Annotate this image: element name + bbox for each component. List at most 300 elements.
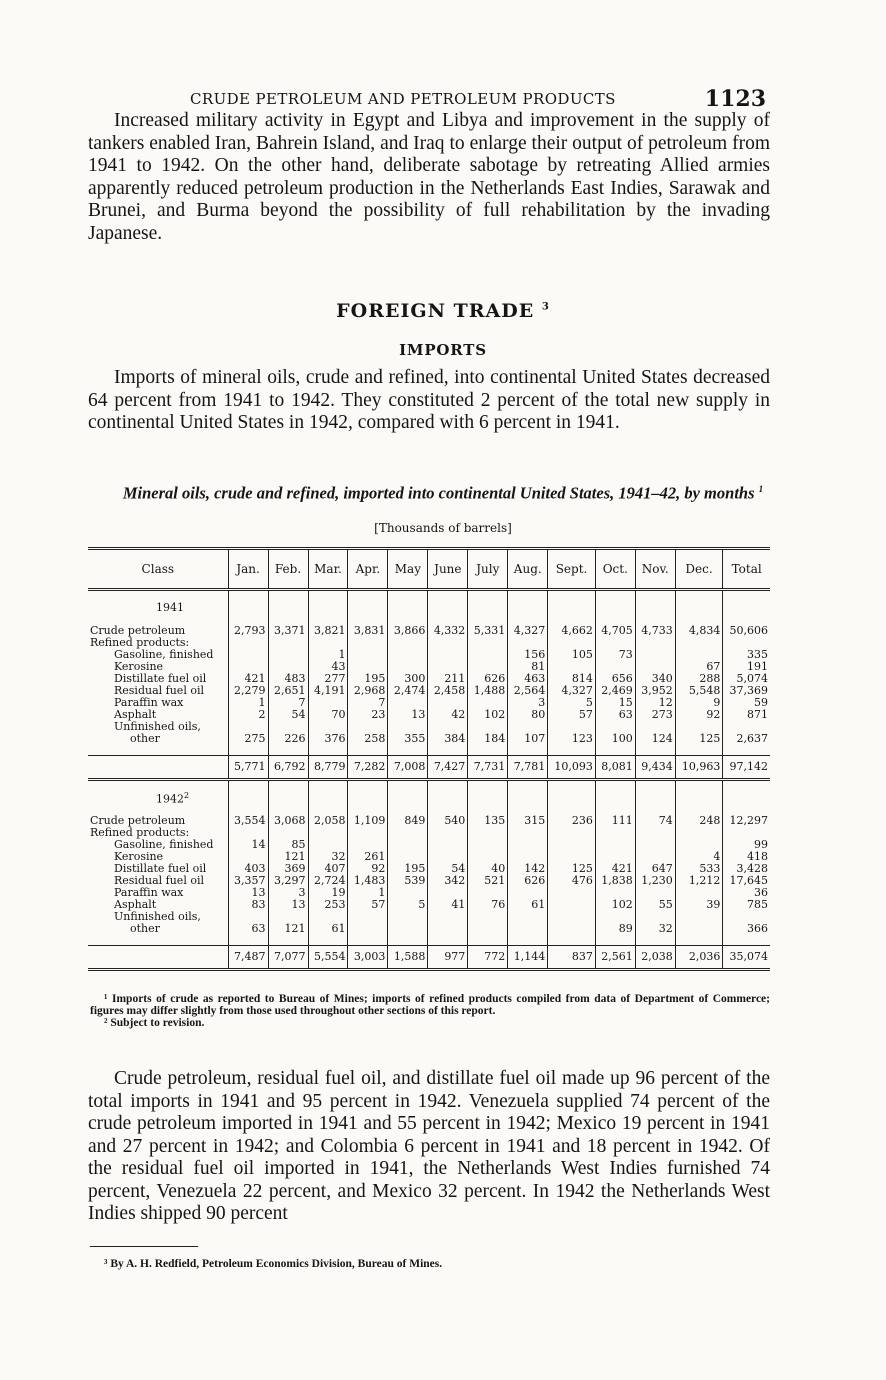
table-cell: 340 [635, 673, 675, 685]
imports-paragraph: Imports of mineral oils, crude and refined, into continental United States decreased 64 percent from 1941 to 1942. They constituted 2 percent of the total new supply in continental United States in 1942, compared with 6 percent in 1941. [88, 367, 770, 433]
table-cell [468, 649, 508, 661]
table-cell: 236 [548, 815, 596, 827]
table-cell: 40 [468, 863, 508, 875]
table-cell [428, 649, 468, 661]
year-label [88, 780, 228, 816]
table-cell: 92 [348, 863, 388, 875]
table-cell: 5 [548, 697, 596, 709]
table-cell [388, 911, 428, 923]
table-cell: 61 [308, 923, 348, 935]
table-cell: 300 [388, 673, 428, 685]
table-cell [635, 839, 675, 851]
table-cell [348, 590, 388, 626]
table-cell: 76 [468, 899, 508, 911]
table-cell: 121 [268, 923, 308, 935]
table-cell: 191 [723, 661, 770, 673]
table-cell: 63 [595, 709, 635, 721]
table-cell [228, 590, 268, 626]
table-cell: 195 [348, 673, 388, 685]
column-header: Dec. [675, 549, 723, 590]
table-cell [548, 923, 596, 935]
table-cell: 2,564 [508, 685, 548, 697]
table-cell: 3,428 [723, 863, 770, 875]
spacer-cell [268, 935, 308, 946]
table-row [88, 839, 770, 851]
row-label: Refined products: [90, 826, 190, 839]
table-cell [595, 780, 635, 816]
table-cell: 23 [348, 709, 388, 721]
table-cell: 3,952 [635, 685, 675, 697]
total-cell: 7,008 [388, 756, 428, 780]
table-cell: 36 [723, 887, 770, 899]
table-cell: 105 [548, 649, 596, 661]
spacer-cell [723, 745, 770, 756]
table-cell: 1,483 [348, 875, 388, 887]
column-header: Jan. [228, 549, 268, 590]
table-cell: 288 [675, 673, 723, 685]
total-cell: 10,963 [675, 756, 723, 780]
total-cell: 7,487 [228, 946, 268, 970]
table-cell: 4,733 [635, 625, 675, 637]
table-cell: 626 [468, 673, 508, 685]
table-cell [348, 637, 388, 649]
column-header: Nov. [635, 549, 675, 590]
table-cell: 5,074 [723, 673, 770, 685]
table-cell: 57 [548, 709, 596, 721]
table-cell [228, 780, 268, 816]
table-cell: 12,297 [723, 815, 770, 827]
table-cell: 5,548 [675, 685, 723, 697]
table-cell [428, 827, 468, 839]
total-row [88, 756, 770, 780]
table-cell: 121 [268, 851, 308, 863]
column-header: July [468, 549, 508, 590]
table-header-row [88, 549, 770, 590]
table-cell: 5 [388, 899, 428, 911]
table-cell [468, 827, 508, 839]
table-cell: 342 [428, 875, 468, 887]
total-cell: 8,081 [595, 756, 635, 780]
table-cell: 63 [228, 923, 268, 935]
table-cell: 124 [635, 733, 675, 745]
table-cell: 540 [428, 815, 468, 827]
total-cell: 9,434 [635, 756, 675, 780]
table-cell: 32 [635, 923, 675, 935]
spacer-cell [308, 745, 348, 756]
spacer-cell [468, 745, 508, 756]
column-header: Feb. [268, 549, 308, 590]
table-cell: 1,212 [675, 875, 723, 887]
table-cell: 13 [388, 709, 428, 721]
table-cell: 4,191 [308, 685, 348, 697]
table-cell: 2,469 [595, 685, 635, 697]
table-cell: 142 [508, 863, 548, 875]
table-cell [635, 827, 675, 839]
column-header: Oct. [595, 549, 635, 590]
table-cell: 421 [595, 863, 635, 875]
table-cell: 74 [635, 815, 675, 827]
spacer-cell [88, 745, 228, 756]
spacer-cell [635, 935, 675, 946]
table-cell: 1 [348, 887, 388, 899]
total-cell: 6,792 [268, 756, 308, 780]
spacer-cell [388, 745, 428, 756]
table-cell [675, 780, 723, 816]
table-cell [635, 780, 675, 816]
table-cell: 7 [268, 697, 308, 709]
row-label: Asphalt [114, 898, 157, 911]
table-cell: 102 [595, 899, 635, 911]
spacer-cell [548, 745, 596, 756]
table-cell [268, 649, 308, 661]
row-label: other [130, 732, 160, 745]
column-header: Total [723, 549, 770, 590]
table-cell: 2,474 [388, 685, 428, 697]
table-cell [428, 637, 468, 649]
column-header: Sept. [548, 549, 596, 590]
table-cell: 4 [675, 851, 723, 863]
row-label: Unfinished oils, [114, 720, 201, 733]
table-cell: 3,554 [228, 815, 268, 827]
table-cell [388, 780, 428, 816]
table-cell [268, 637, 308, 649]
table-cell: 261 [348, 851, 388, 863]
table-cell: 85 [268, 839, 308, 851]
table-cell: 277 [308, 673, 348, 685]
table-cell: 3 [508, 697, 548, 709]
table-body [88, 590, 770, 970]
table-cell [268, 590, 308, 626]
table-cell [635, 590, 675, 626]
table-cell: 39 [675, 899, 723, 911]
table-cell: 421 [228, 673, 268, 685]
table-cell [388, 649, 428, 661]
table-cell: 258 [348, 733, 388, 745]
row-label: Paraffin wax [114, 886, 184, 899]
table-row [88, 649, 770, 661]
table-cell: 403 [228, 863, 268, 875]
spacer-cell [348, 745, 388, 756]
year-row [88, 590, 770, 626]
total-cell: 7,781 [508, 756, 548, 780]
table-cell: 3,297 [268, 875, 308, 887]
table-cell: 19 [308, 887, 348, 899]
total-cell: 2,038 [635, 946, 675, 970]
table-cell: 253 [308, 899, 348, 911]
table-cell [723, 780, 770, 816]
row-label: Gasoline, finished [114, 648, 214, 661]
table-cell: 4,662 [548, 625, 596, 637]
section-heading-footnote-ref: 3 [541, 301, 550, 313]
table-cell [508, 590, 548, 626]
table-cell: 275 [228, 733, 268, 745]
row-label: Kerosine [114, 850, 164, 863]
table-cell: 2,968 [348, 685, 388, 697]
spacer-cell [675, 745, 723, 756]
row-label: Kerosine [114, 660, 164, 673]
table-cell [388, 923, 428, 935]
row-label: Distillate fuel oil [114, 672, 207, 685]
table-cell [548, 911, 596, 923]
spacer-cell [723, 935, 770, 946]
spacer-cell [675, 935, 723, 946]
table-cell: 13 [268, 899, 308, 911]
table-cell: 1,488 [468, 685, 508, 697]
table-cell: 626 [508, 875, 548, 887]
table-cell: 2,724 [308, 875, 348, 887]
row-label: Distillate fuel oil [114, 862, 207, 875]
footnote-2: ² Subject to revision. [104, 1017, 205, 1029]
subsection-heading: IMPORTS [399, 341, 487, 359]
table-cell: 70 [308, 709, 348, 721]
table-cell: 4,705 [595, 625, 635, 637]
table-cell: 407 [308, 863, 348, 875]
total-cell: 772 [468, 946, 508, 970]
table-cell [548, 899, 596, 911]
table-cell: 2,651 [268, 685, 308, 697]
table-cell [228, 637, 268, 649]
table-cell: 12 [635, 697, 675, 709]
row-label: Asphalt [114, 708, 157, 721]
table-cell: 226 [268, 733, 308, 745]
footnote-1: ¹ Imports of crude as reported to Bureau of Mines; imports of refined products compiled from data of Department of Commerce; figures may differ slightly from those used throughout other sections of this report. [90, 993, 770, 1017]
table-cell: 125 [675, 733, 723, 745]
table-cell: 849 [388, 815, 428, 827]
spacer-cell [268, 745, 308, 756]
table-title-footnote-ref: 1 [758, 484, 764, 494]
column-header: Mar. [308, 549, 348, 590]
table-footnotes [90, 993, 770, 1029]
total-cell: 3,003 [348, 946, 388, 970]
total-cell: 1,588 [388, 946, 428, 970]
row-label: Refined products: [90, 636, 190, 649]
total-cell: 977 [428, 946, 468, 970]
table-cell: 1,230 [635, 875, 675, 887]
total-cell: 837 [548, 946, 596, 970]
table-cell [508, 827, 548, 839]
year-footnote-ref: 2 [184, 791, 190, 801]
spacer-cell [595, 935, 635, 946]
spacer-cell [228, 935, 268, 946]
table-cell [348, 827, 388, 839]
table-cell [468, 590, 508, 626]
total-row [88, 946, 770, 970]
table-cell: 4,332 [428, 625, 468, 637]
table-cell [548, 780, 596, 816]
table-row [88, 875, 770, 887]
year-label [88, 590, 228, 626]
table-cell [348, 649, 388, 661]
table-cell: 67 [675, 661, 723, 673]
table-cell [308, 780, 348, 816]
table-cell: 3,831 [348, 625, 388, 637]
table-cell: 335 [723, 649, 770, 661]
imports-table [88, 547, 770, 971]
table-cell: 3,866 [388, 625, 428, 637]
table-cell: 656 [595, 673, 635, 685]
spacer-cell [348, 935, 388, 946]
total-cell: 7,282 [348, 756, 388, 780]
table-cell: 1 [228, 697, 268, 709]
table-cell: 123 [548, 733, 596, 745]
total-cell: 7,427 [428, 756, 468, 780]
column-header: Class [88, 549, 228, 590]
table-cell: 2,279 [228, 685, 268, 697]
table-cell [468, 923, 508, 935]
table-cell: 100 [595, 733, 635, 745]
total-cell: 97,142 [723, 756, 770, 780]
table-cell: 111 [595, 815, 635, 827]
column-header: June [428, 549, 468, 590]
section-heading-text: FOREIGN TRADE [336, 300, 535, 322]
year-row [88, 780, 770, 816]
total-cell: 7,077 [268, 946, 308, 970]
table-cell: 135 [468, 815, 508, 827]
table-row [88, 733, 770, 745]
row-label: Crude petroleum [90, 814, 186, 827]
page-number: 1123 [704, 86, 766, 112]
table-cell: 59 [723, 697, 770, 709]
table-cell [388, 590, 428, 626]
table-cell: 54 [428, 863, 468, 875]
table-cell: 248 [675, 815, 723, 827]
table-cell [548, 827, 596, 839]
closing-paragraph: Crude petroleum, residual fuel oil, and distillate fuel oil made up 96 percent of the total imports in 1941 and 95 percent in 1942. Venezuela supplied 74 percent of the crude petroleum imported in 1941 and 55 percent in 1942; Mexico 19 percent in 1941 and 27 percent in 1942; and Colombia 6 percent in 1941 and 18 percent in 1942. Of the residual fuel oil imported in 1941, the Netherlands West Indies furnished 74 percent, Venezuela 22 percent, and Mexico 32 percent. In 1942 the Netherlands West Indies shipped 90 percent [88, 1068, 770, 1224]
table-cell: 1,109 [348, 815, 388, 827]
row-label: Residual fuel oil [114, 874, 204, 887]
total-cell: 1,144 [508, 946, 548, 970]
table-cell: 483 [268, 673, 308, 685]
section-heading [0, 300, 886, 322]
table-cell [348, 923, 388, 935]
table-cell: 54 [268, 709, 308, 721]
table-cell [388, 839, 428, 851]
table-row [88, 625, 770, 637]
table-cell [388, 637, 428, 649]
table-cell: 83 [228, 899, 268, 911]
table-cell [675, 637, 723, 649]
spacer-cell [88, 935, 228, 946]
total-cell: 7,731 [468, 756, 508, 780]
table-cell [635, 649, 675, 661]
table-row [88, 923, 770, 935]
table-cell [468, 911, 508, 923]
year-text: 1942 [156, 792, 184, 806]
table-cell [468, 780, 508, 816]
table-cell [268, 780, 308, 816]
spacer-cell [428, 935, 468, 946]
table-cell [468, 839, 508, 851]
table-cell: 7 [348, 697, 388, 709]
spacer-cell [508, 935, 548, 946]
total-cell: 35,074 [723, 946, 770, 970]
total-cell: 8,779 [308, 756, 348, 780]
table-cell [723, 590, 770, 626]
total-cell: 2,036 [675, 946, 723, 970]
table-cell: 211 [428, 673, 468, 685]
table-cell [428, 590, 468, 626]
table-cell [308, 827, 348, 839]
table-cell [428, 911, 468, 923]
table-cell: 366 [723, 923, 770, 935]
table-cell [428, 923, 468, 935]
table-cell [548, 590, 596, 626]
row-label: Unfinished oils, [114, 910, 201, 923]
table-cell: 42 [428, 709, 468, 721]
running-title: CRUDE PETROLEUM AND PETROLEUM PRODUCTS [190, 90, 616, 108]
column-header: Aug. [508, 549, 548, 590]
table-title-text: Mineral oils, crude and refined, imported into continental United States, 1941–42, by months [122, 483, 755, 503]
table-cell [548, 839, 596, 851]
table-cell: 73 [595, 649, 635, 661]
table-cell: 1,838 [595, 875, 635, 887]
table-cell: 17,645 [723, 875, 770, 887]
table-cell: 61 [508, 899, 548, 911]
table-cell [675, 827, 723, 839]
table-cell: 476 [548, 875, 596, 887]
spacer-cell [388, 935, 428, 946]
page-footnote: ³ By A. H. Redfield, Petroleum Economics Division, Bureau of Mines. [104, 1258, 443, 1270]
table-title [110, 480, 776, 503]
table-cell: 92 [675, 709, 723, 721]
table-cell [675, 923, 723, 935]
table-cell [595, 839, 635, 851]
table-cell: 814 [548, 673, 596, 685]
table-cell: 41 [428, 899, 468, 911]
table-cell [508, 839, 548, 851]
table-cell: 2 [228, 709, 268, 721]
table-cell: 4,327 [508, 625, 548, 637]
table-cell: 647 [635, 863, 675, 875]
row-label: Gasoline, finished [114, 838, 214, 851]
table-cell: 871 [723, 709, 770, 721]
table-cell: 32 [308, 851, 348, 863]
table-cell: 2,793 [228, 625, 268, 637]
table-cell: 463 [508, 673, 548, 685]
table-cell: 81 [508, 661, 548, 673]
table-cell: 384 [428, 733, 468, 745]
table-cell: 2,058 [308, 815, 348, 827]
table-cell: 3,371 [268, 625, 308, 637]
table-cell: 50,606 [723, 625, 770, 637]
table-cell: 14 [228, 839, 268, 851]
column-header: May [388, 549, 428, 590]
table-cell [468, 637, 508, 649]
table-cell [428, 839, 468, 851]
intro-paragraph: Increased military activity in Egypt and Libya and improvement in the supply of tankers enabled Iran, Bahrein Island, and Iraq to enlarge their output of petroleum from 1941 to 1942. On the other hand, deliberate sabotage by retreating Allied armies apparently reduced petroleum production in the Netherlands East Indies, Sarawak and Brunei, and Burma beyond the possibility of full rehabilitation by the invading Japanese. [88, 110, 770, 244]
table-cell: 156 [508, 649, 548, 661]
table-cell: 3,821 [308, 625, 348, 637]
table-cell [595, 590, 635, 626]
table-cell: 102 [468, 709, 508, 721]
table-cell: 184 [468, 733, 508, 745]
row-label: Residual fuel oil [114, 684, 204, 697]
table-cell: 4,834 [675, 625, 723, 637]
table-cell: 376 [308, 733, 348, 745]
table-cell: 3,068 [268, 815, 308, 827]
table-cell: 355 [388, 733, 428, 745]
table-cell: 15 [595, 697, 635, 709]
total-cell: 2,561 [595, 946, 635, 970]
row-label [88, 946, 228, 970]
table-cell [508, 911, 548, 923]
table-cell [348, 780, 388, 816]
row-label: other [130, 922, 160, 935]
spacer-cell [635, 745, 675, 756]
table-cell: 125 [548, 863, 596, 875]
spacer-cell [428, 745, 468, 756]
table-cell [548, 887, 596, 899]
